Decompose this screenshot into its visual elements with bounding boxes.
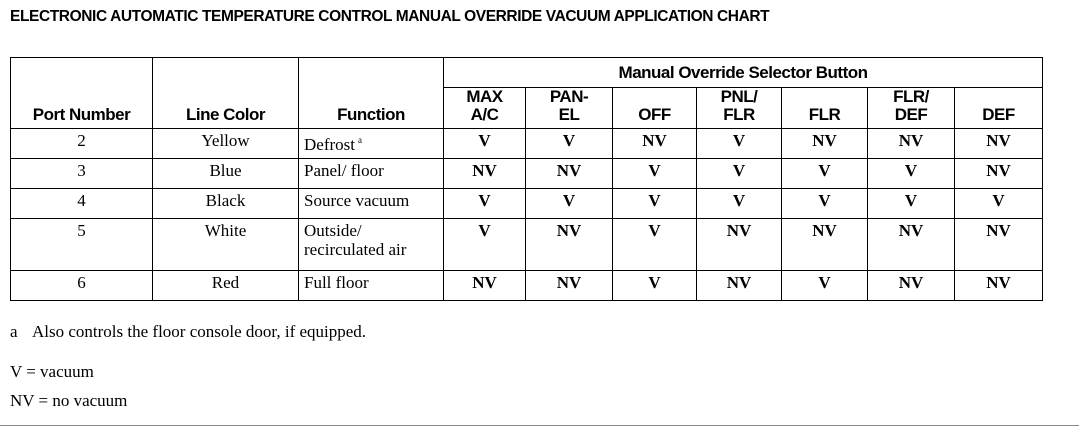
button-header-line: PNL/ <box>720 87 758 106</box>
vacuum-value-cell: NV <box>955 271 1043 301</box>
column-header-button-5 <box>868 88 955 129</box>
vacuum-value-cell: V <box>444 129 526 159</box>
column-header-button-3 <box>697 88 782 129</box>
vacuum-value-cell: V <box>697 129 782 159</box>
function-text: Panel/ floor <box>304 161 384 180</box>
column-header-button-2 <box>613 88 697 129</box>
line-color-cell: White <box>153 219 299 271</box>
function-line <box>304 161 443 180</box>
vacuum-value-cell: V <box>782 159 868 189</box>
button-header-line <box>955 88 1042 106</box>
button-header-line <box>613 88 696 106</box>
port-number-cell: 3 <box>11 159 153 189</box>
footnote-marker: a <box>357 135 362 145</box>
vacuum-value-cell: V <box>526 189 613 219</box>
button-header-line: MAX <box>466 87 503 106</box>
table-row <box>11 129 1043 159</box>
vacuum-value-cell: V <box>613 189 697 219</box>
line-color-cell: Red <box>153 271 299 301</box>
vacuum-value-cell: NV <box>782 129 868 159</box>
function-cell <box>299 271 444 301</box>
port-number-cell: 6 <box>11 271 153 301</box>
function-line <box>304 273 443 292</box>
legend-no-vacuum: NV = no vacuum <box>10 391 128 410</box>
vacuum-application-table <box>10 57 1043 301</box>
button-header-line: DEF <box>982 105 1015 124</box>
vacuum-value-cell: NV <box>868 129 955 159</box>
table-row <box>11 271 1043 301</box>
column-header-port-number: Port Number <box>11 58 153 129</box>
vacuum-value-cell: NV <box>526 271 613 301</box>
button-header-line: DEF <box>894 105 928 124</box>
line-color-cell: Blue <box>153 159 299 189</box>
table-body <box>11 129 1043 301</box>
function-line <box>304 240 443 259</box>
function-text: Full floor <box>304 273 369 292</box>
function-line <box>304 221 443 240</box>
vacuum-value-cell: V <box>613 271 697 301</box>
port-number-cell: 2 <box>11 129 153 159</box>
function-line <box>304 131 443 154</box>
button-header-line: FLR <box>808 105 841 124</box>
vacuum-value-cell: NV <box>955 159 1043 189</box>
function-cell <box>299 219 444 271</box>
table-row <box>11 189 1043 219</box>
vacuum-value-cell: V <box>697 189 782 219</box>
footnote-letter: a <box>10 322 18 341</box>
vacuum-value-cell: NV <box>526 159 613 189</box>
column-header-function: Function <box>299 58 444 129</box>
footnote <box>10 322 366 342</box>
column-header-button-0 <box>444 88 526 129</box>
vacuum-value-cell: NV <box>955 129 1043 159</box>
vacuum-value-cell: NV <box>782 219 868 271</box>
table-row <box>11 219 1043 271</box>
vacuum-value-cell: NV <box>444 271 526 301</box>
vacuum-value-cell: V <box>444 189 526 219</box>
vacuum-value-cell: NV <box>697 219 782 271</box>
column-group-header-selector-button: Manual Override Selector Button <box>444 58 1043 88</box>
vacuum-value-cell: V <box>613 159 697 189</box>
function-cell <box>299 129 444 159</box>
button-header-line: FLR/ <box>893 87 929 106</box>
vacuum-value-cell: V <box>697 159 782 189</box>
bottom-divider <box>0 425 1079 426</box>
chart-title: ELECTRONIC AUTOMATIC TEMPERATURE CONTROL MANUAL OVERRIDE VACUUM APPLICATION CHART <box>10 8 770 25</box>
vacuum-value-cell: V <box>526 129 613 159</box>
function-text: Source vacuum <box>304 191 410 210</box>
button-header-line: EL <box>558 105 580 124</box>
column-header-button-1 <box>526 88 613 129</box>
button-header-line: FLR <box>723 105 755 124</box>
vacuum-value-cell: NV <box>697 271 782 301</box>
vacuum-value-cell: NV <box>613 129 697 159</box>
vacuum-value-cell: NV <box>868 219 955 271</box>
function-text: recirculated air <box>304 240 407 259</box>
function-text: Defrost <box>304 135 355 154</box>
port-number-cell: 5 <box>11 219 153 271</box>
vacuum-value-cell: V <box>782 271 868 301</box>
table-row <box>11 159 1043 189</box>
port-number-cell: 4 <box>11 189 153 219</box>
function-text: Outside/ <box>304 221 362 240</box>
footnote-text: Also controls the floor console door, if equipped. <box>32 322 367 341</box>
vacuum-value-cell: V <box>444 219 526 271</box>
vacuum-value-cell: V <box>955 189 1043 219</box>
button-header-line <box>782 88 867 106</box>
vacuum-value-cell: V <box>782 189 868 219</box>
vacuum-value-cell: NV <box>444 159 526 189</box>
header-row-group <box>11 58 1043 88</box>
column-header-button-6 <box>955 88 1043 129</box>
vacuum-value-cell: NV <box>526 219 613 271</box>
function-cell <box>299 189 444 219</box>
button-header-line: PAN- <box>549 87 589 106</box>
vacuum-value-cell: V <box>868 159 955 189</box>
column-header-button-4 <box>782 88 868 129</box>
button-header-line: OFF <box>638 105 671 124</box>
vacuum-value-cell: V <box>613 219 697 271</box>
vacuum-value-cell: NV <box>955 219 1043 271</box>
column-header-line-color: Line Color <box>153 58 299 129</box>
function-line <box>304 191 443 210</box>
legend-vacuum: V = vacuum <box>10 362 94 381</box>
button-header-line: A/C <box>470 105 499 124</box>
line-color-cell: Black <box>153 189 299 219</box>
function-cell <box>299 159 444 189</box>
vacuum-value-cell: NV <box>868 271 955 301</box>
line-color-cell: Yellow <box>153 129 299 159</box>
vacuum-value-cell: V <box>868 189 955 219</box>
